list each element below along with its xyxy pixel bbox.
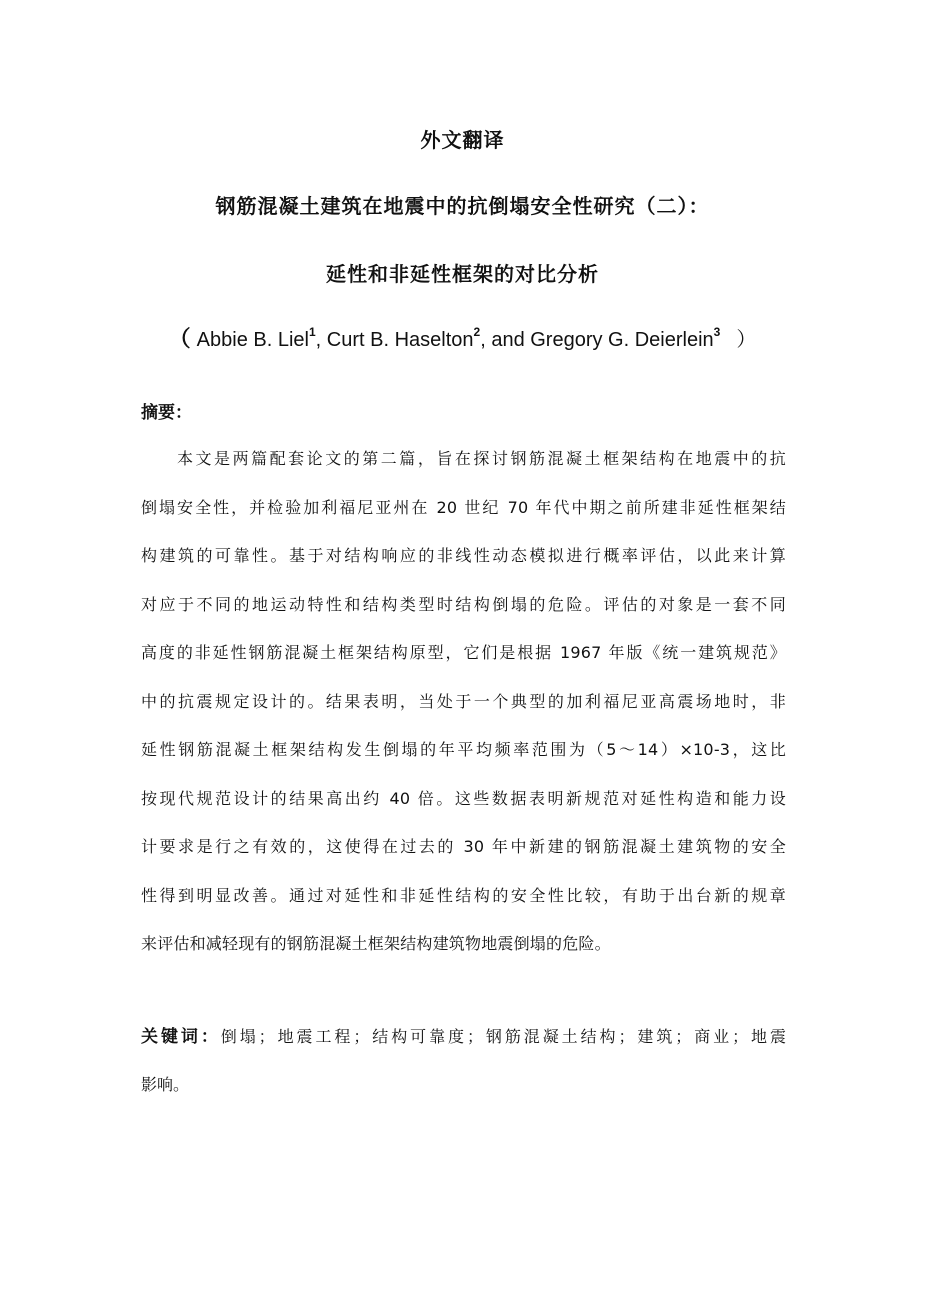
abstract-line: 本文是两篇配套论文的第二篇，旨在探讨钢筋混凝土框架结构在地震中的抗 [177, 449, 786, 468]
abstract-line: 对应于不同的地运动特性和结构类型时结构倒塌的危险。评估的对象是一套不同 [141, 594, 786, 614]
paper-title-line-2: 延性和非延性框架的对比分析 [326, 262, 599, 286]
keywords-text: 倒塌；地震工程；结构可靠度；钢筋混凝土结构；建筑；商业；地震 [220, 1027, 786, 1046]
abstract-line: 高度的非延性钢筋混凝土框架结构原型，它们是根据 1967 年版《统一建筑规范》 [141, 643, 786, 662]
abstract-line: 构建筑的可靠性。基于对结构响应的非线性动态模拟进行概率评估，以此来计算 [141, 546, 786, 565]
author-affiliation-mark: 2 [473, 325, 481, 339]
author-affiliation-mark: 1 [308, 325, 316, 339]
abstract-line: 来评估和减轻现有的钢筋混凝土框架结构建筑物地震倒塌的危险。 [141, 934, 611, 953]
abstract-line: 按现代规范设计的结果高出约 40 倍。这些数据表明新规范对延性构造和能力设 [141, 788, 786, 808]
author-affiliation-mark: 3 [713, 325, 721, 339]
abstract-body [141, 446, 786, 980]
abstract-line: 计要求是行之有效的，这使得在过去的 30 年中新建的钢筋混凝土建筑物的安全 [141, 837, 786, 856]
author-name: Abbie B. Liel [196, 329, 309, 351]
author-name: Curt B. Haselton [326, 329, 474, 351]
keywords-line: 影响。 [141, 1075, 190, 1094]
keywords-section [141, 1024, 786, 1120]
author-separator: , and [480, 329, 531, 351]
author-list [0, 322, 925, 353]
author-close-paren: ） [736, 329, 757, 351]
abstract-line: 性得到明显改善。通过对延性和非延性结构的安全性比较，有助于出台新的规章 [141, 885, 786, 905]
author-name: Gregory G. Deierlein [530, 329, 714, 351]
abstract-line: 延性钢筋混凝土框架结构发生倒塌的年平均频率范围为（5～14）×10-3，这比 [141, 740, 786, 759]
paper-title-line-1: 钢筋混凝土建筑在地震中的抗倒塌安全性研究（二）： [215, 194, 710, 218]
author-separator: , [315, 329, 327, 351]
abstract-heading: 摘要： [141, 403, 192, 423]
keywords-line [141, 1024, 786, 1072]
abstract-line: 倒塌安全性，并检验加利福尼亚州在 20 世纪 70 年代中期之前所建非延性框架结 [141, 497, 786, 517]
abstract-line: 中的抗震规定设计的。结果表明，当处于一个典型的加利福尼亚高震场地时，非 [141, 691, 786, 711]
document-label: 外文翻译 [420, 128, 505, 152]
author-open-paren: （ [168, 326, 191, 351]
keywords-label: 关键词： [141, 1027, 221, 1047]
